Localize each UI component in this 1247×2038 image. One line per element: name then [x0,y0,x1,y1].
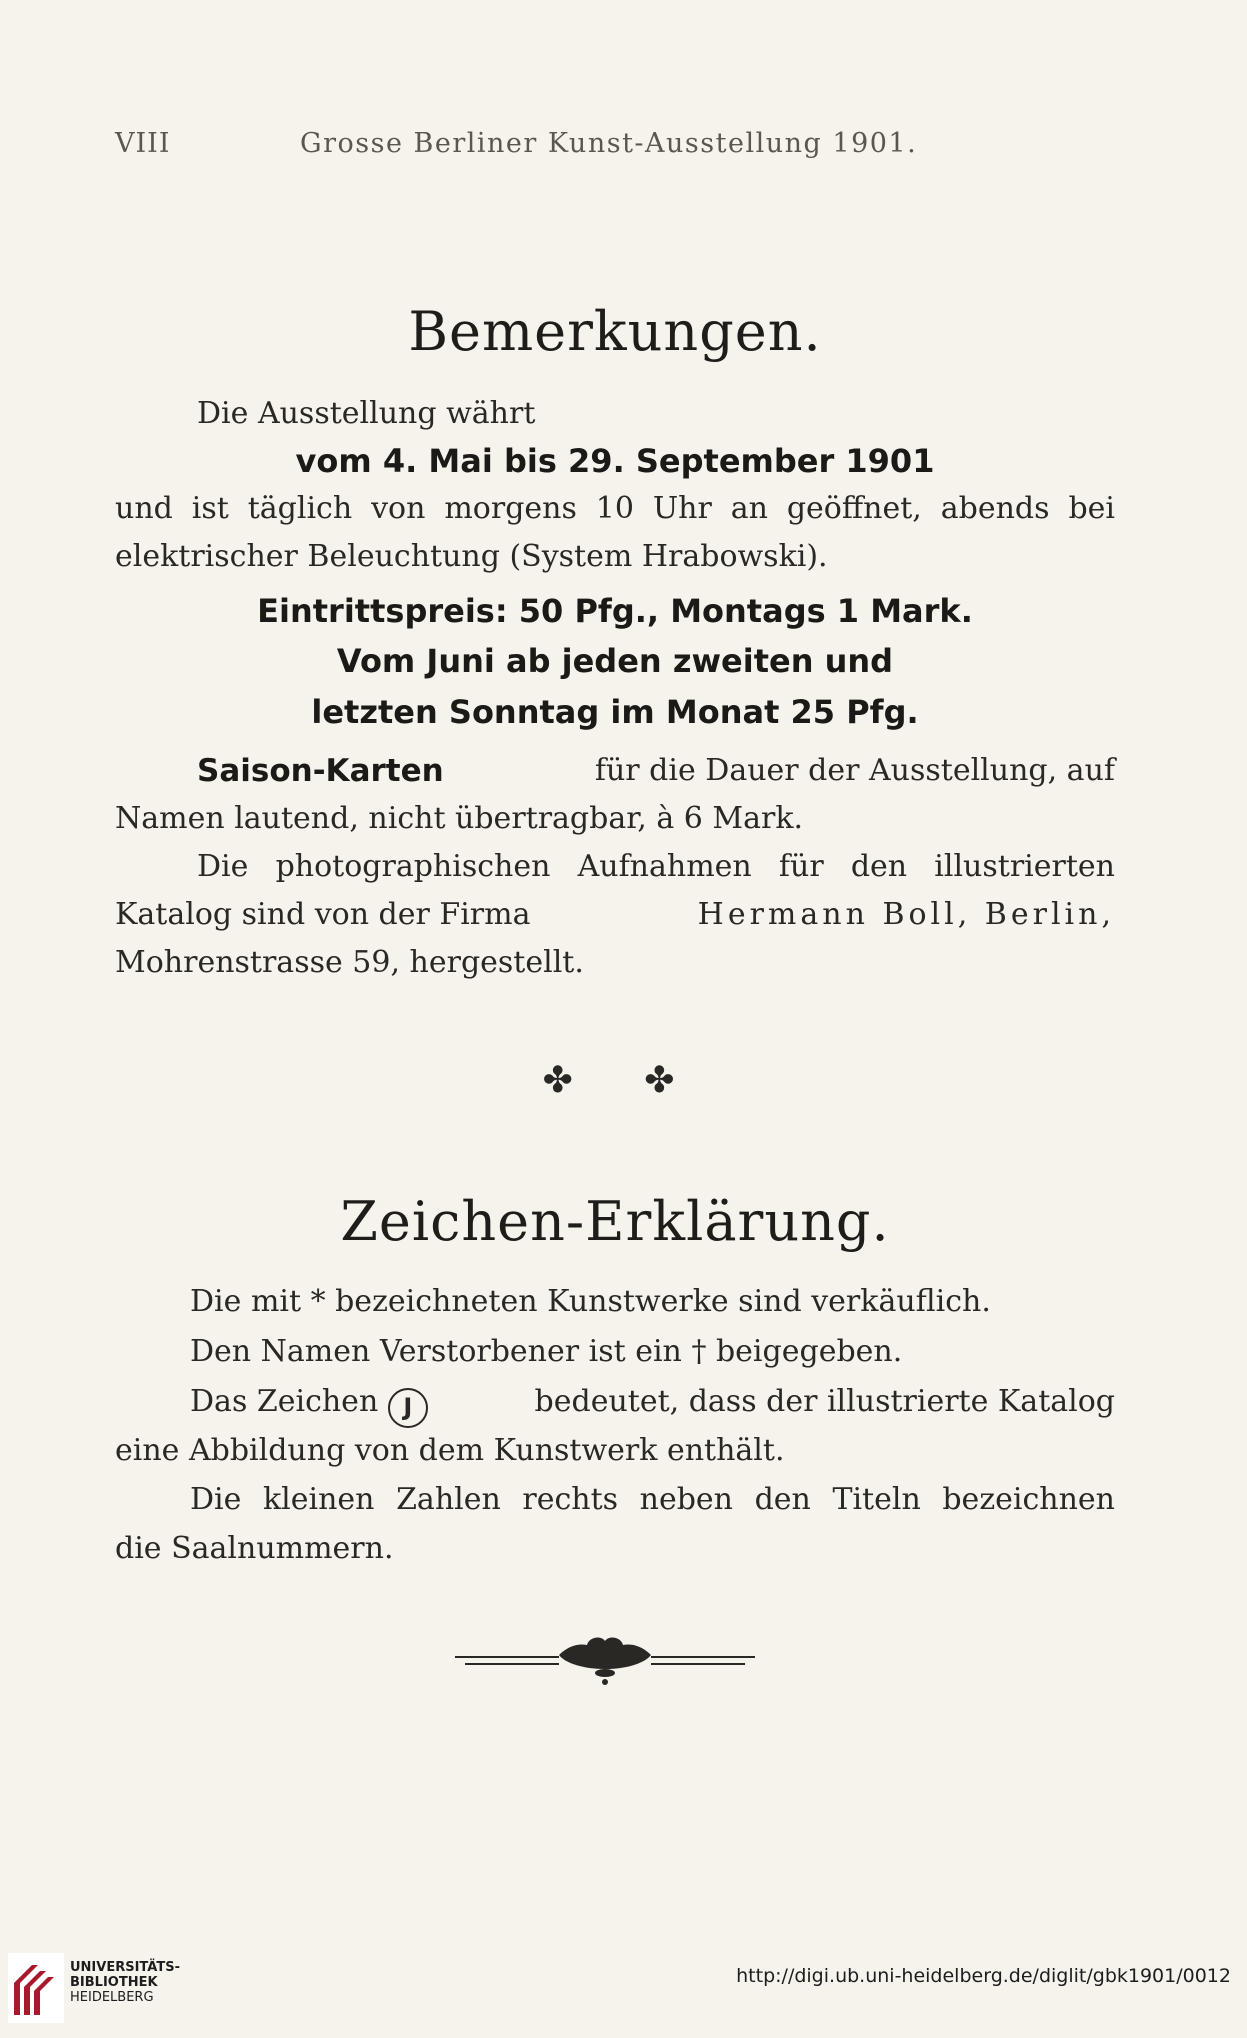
text-segment: Den Namen Verstorbener ist ein [190,1334,682,1369]
text-line: elektrischer Beleuchtung (System Hrabowski). [115,539,828,574]
section-zeichen-heading [115,1190,1115,1253]
dates-line: vom 4. Mai bis 29. September 1901 [295,442,935,480]
library-name-line: HEIDELBERG [70,1990,154,2005]
running-title: Grosse Berliner Kunst-Ausstellung 1901. [300,128,918,159]
text-line: und ist täglich von morgens 10 Uhr an geöffnet, abends bei [115,491,1115,526]
season-card-line [197,752,1115,791]
section-title: Zeichen-Erklärung. [340,1190,890,1253]
text-line [190,1383,1115,1428]
text-segment: für die Dauer der Ausstellung, auf [594,753,1115,788]
text-segment: † beigegeben. [691,1334,903,1369]
photographer-name: Hermann Boll, Berlin, [697,897,1115,932]
text-line [115,896,1115,934]
text-line: Mohrenstrasse 59, hergestellt. [115,945,584,980]
section-bemerkungen-heading [115,300,1115,363]
source-url-link[interactable]: http://digi.ub.uni-heidelberg.de/diglit/gbk1901/0012 [736,1965,1231,1987]
library-name-line: BIBLIOTHEK [70,1975,158,1990]
page-number: VIII [115,128,171,159]
circled-j-icon: J [388,1388,428,1428]
fleuron-ornament: ✤ ✤ [542,1060,705,1101]
university-library-logo-icon [8,1953,64,2023]
section-title: Bemerkungen. [408,300,822,363]
price-line: letzten Sonntag im Monat 25 Pfg. [311,693,919,731]
text-segment: Das Zeichen [190,1384,379,1419]
season-card-label: Saison-Karten [197,753,444,789]
text-line: Die photographischen Aufnahmen für den illustrierten [197,849,1115,884]
library-name [70,1960,180,2005]
price-line: Eintrittspreis: 50 Pfg., Montags 1 Mark. [257,592,973,630]
price-line: Vom Juni ab jeden zweiten und [336,642,894,680]
text-segment: Katalog sind von der Firma [115,897,531,932]
text-line: Die mit * bezeichneten Kunstwerke sind verkäuflich. [190,1284,991,1319]
text-line [190,1333,1190,1371]
text-line: eine Abbildung von dem Kunstwerk enthält. [115,1433,785,1468]
fan-ornament-icon [455,1635,755,1693]
text-segment: bedeutet, dass der illustrierte Katalog [534,1384,1115,1419]
text-line: Namen lautend, nicht übertragbar, à 6 Mark. [115,801,804,836]
text-line: die Saalnummern. [115,1531,394,1566]
text-line: Die Ausstellung währt [197,396,536,431]
library-name-line: UNIVERSITÄTS- [70,1960,180,1975]
text-line: Die kleinen Zahlen rechts neben den Titeln bezeichnen [190,1482,1115,1517]
